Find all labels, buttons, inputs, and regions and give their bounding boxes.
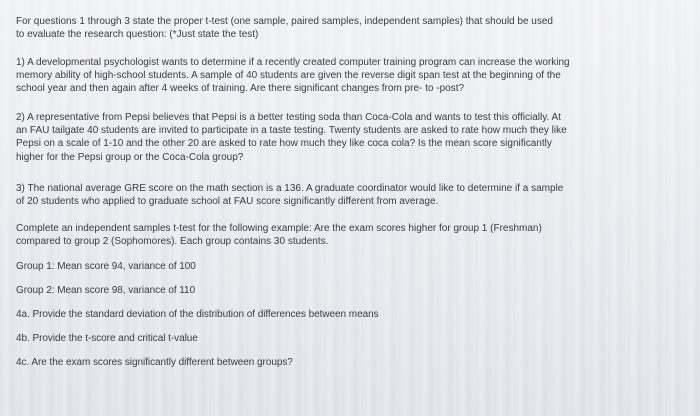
question-4-intro: Complete an independent samples t-test for the following example: Are the exam scores higher for group 1 (Freshman) compared to group 2 (Sophomores). Each group contains 30 students. — [16, 223, 542, 248]
group-1-stats: Group 1: Mean score 94, variance of 100 — [16, 261, 196, 272]
question-2: 2) A representative from Pepsi believes that Pepsi is a better testing soda than Coca-Cola and wants to test this officially. At an FAU tailgate 40 students are invited to participate in a taste testing. Twenty students are asked to rate how much they like Pepsi on a scale of 1-10 and the other 20 are asked to rate how much they like coca cola? Is the mean score significantly higher for the Pepsi group or the Coca-Cola group? — [16, 112, 567, 163]
question-1: 1) A developmental psychologist wants to determine if a recently created computer training program can increase the working memory ability of high-school students. A sample of 40 students are given the reverse digit span test at the beginning of the school year and then again after 4 weeks of training. Are there significant changes from pre- to -post? — [16, 57, 570, 95]
question-3: 3) The national average GRE score on the math section is a 136. A graduate coordinator would like to determine if a sample of 20 students who applied to graduate school at FAU score significantly different from average. — [16, 183, 564, 208]
question-4a: 4a. Provide the standard deviation of the distribution of differences between means — [16, 309, 379, 320]
question-4c: 4c. Are the exam scores significantly different between groups? — [16, 357, 293, 368]
group-2-stats: Group 2: Mean score 98, variance of 110 — [16, 285, 196, 296]
instructions-paragraph: For questions 1 through 3 state the proper t-test (one sample, paired samples, independent samples) that should be used to evaluate the research question: (*Just state the test) — [16, 16, 553, 41]
question-4b: 4b. Provide the t-score and critical t-value — [16, 333, 198, 344]
